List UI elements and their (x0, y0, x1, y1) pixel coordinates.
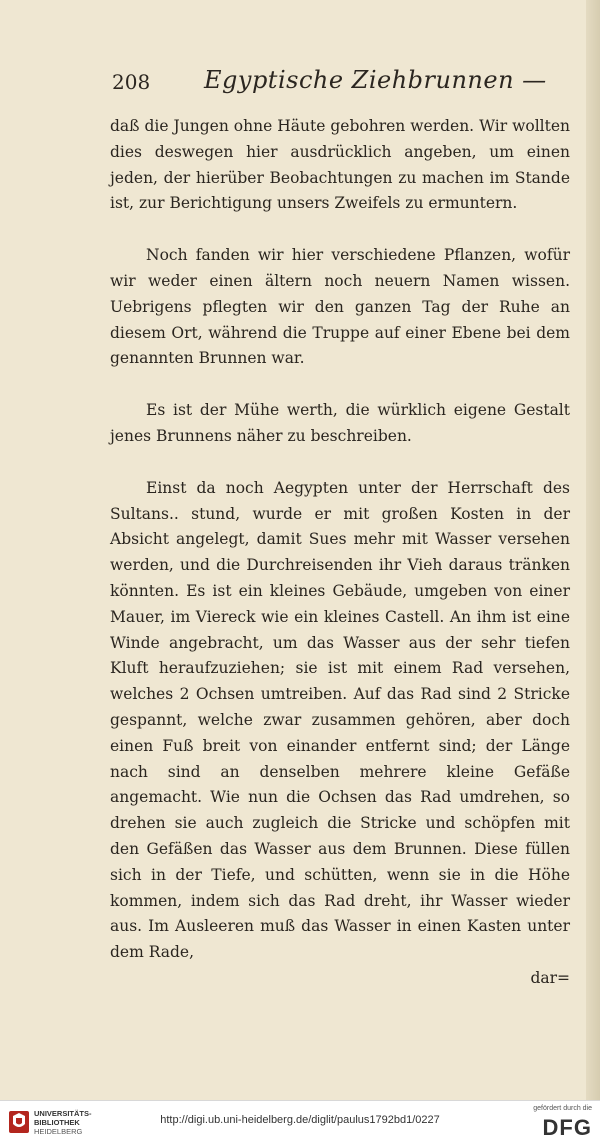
paragraph-1: daß die Jungen ohne Häute gebohren werden. Wir wollten dies deswegen hier ausdrücklich angeben, um einen jeden, der hierüber Beobachtungen zu machen im Stande ist, zur Berichtigung unsers Zweifels zu ermuntern. (110, 117, 570, 213)
body-text (110, 114, 570, 992)
page-number: 208 (112, 70, 151, 94)
library-line-3: HEIDELBERG (34, 1127, 83, 1136)
paragraph-3: Es ist der Mühe werth, die würklich eigene Gestalt jenes Brunnens näher zu beschreiben. (110, 401, 570, 445)
paragraph-4: Einst da noch Aegypten unter der Herrschaft des Sultans.. stund, wurde er mit großen Kosten in der Absicht angelegt, damit Sues mehr mit Wasser versehen werden, und die Durchreisenden ihr Vieh daraus tränken könnten. Es ist ein kleines Gebäude, umgeben von einer Mauer, im Viereck wie ein kleines Castell. An ihm ist eine Winde angebracht, um das Wasser aus der sehr tiefen Kluft heraufzuziehen; sie ist mit einem Rad versehen, welches 2 Ochsen umtreiben. Auf das Rad sind 2 Stricke gespannt, welche zwar zusammen gehören, aber doch einen Fuß breit von einander entfernt sind; der Länge nach sind an denselben mehrere kleine Gefäße angemacht. Wie nun die Ochsen das Rad umdrehen, so drehen sie auch zugleich die Stricke und schöpfen mit den Gefäßen das Wasser aus dem Brunnen. Diese füllen sich in der Tiefe, und schütten, wenn sie in die Höhe kommen, indem sich das Rad dreht, ihr Wasser wieder aus. Im Ausleeren muß das Wasser in einen Kasten unter dem Rade, (110, 478, 570, 962)
library-line-2: BIBLIOTHEK (34, 1118, 80, 1127)
permalink-url[interactable]: http://digi.ub.uni-heidelberg.de/diglit/paulus1792bd1/0227 (160, 1114, 440, 1126)
page-header (112, 66, 572, 102)
viewer-footer (0, 1100, 600, 1143)
paragraph-gap (110, 372, 570, 398)
page-edge (586, 0, 600, 1100)
dfg-logo[interactable]: DFG (542, 1115, 592, 1140)
paragraph-gap (110, 450, 570, 476)
funder-note: gefördert durch die (533, 1105, 592, 1112)
paragraph-2: Noch fanden wir hier verschiedene Pflanzen, wofür wir weder einen ältern noch neuern Namen wissen. Uebrigens pflegten wir den ganzen Tag der Ruhe an diesem Ort, während die Truppe auf einer Ebene bei dem genannten Brunnen war. (110, 246, 570, 368)
library-line-1: UNIVERSITÄTS- (34, 1109, 92, 1118)
catchword: dar= (530, 968, 570, 987)
running-title: Egyptische Ziehbrunnen — (204, 66, 547, 94)
paragraph-gap (110, 217, 570, 243)
